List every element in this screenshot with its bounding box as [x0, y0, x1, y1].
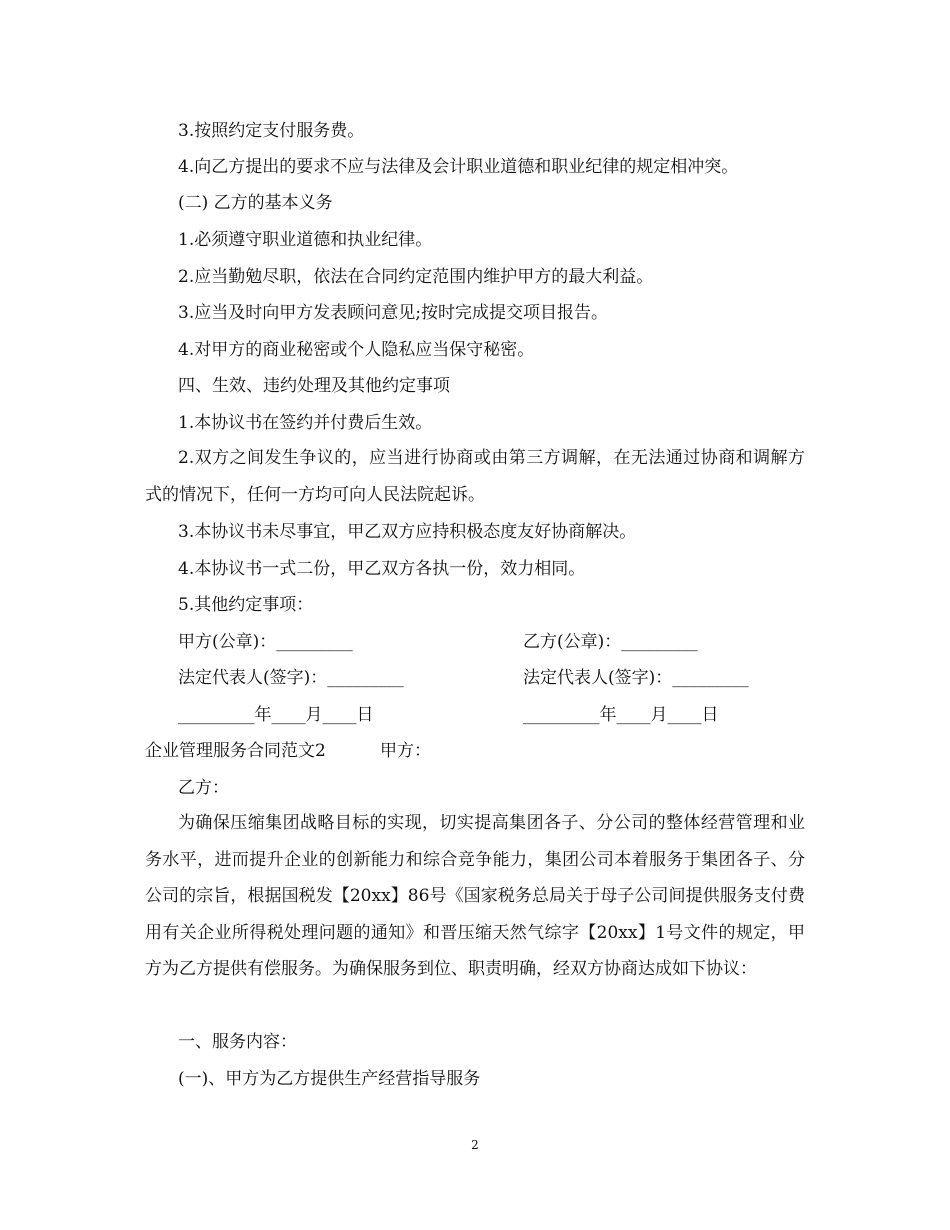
service-subheading: (一)、甲方为乙方提供生产经营指导服务: [178, 1069, 481, 1089]
party-a-representative: 法定代表人(签字)：_________: [178, 668, 404, 688]
party-a-seal: 甲方(公章)：_________: [178, 632, 353, 652]
text-line: 4.本协议书一式二份，甲乙双方各执一份，效力相同。: [178, 559, 586, 579]
section-heading: 四、生效、违约处理及其他约定事项: [178, 376, 450, 396]
text-line: 3.应当及时向甲方发表顾问意见;按时完成提交项目报告。: [178, 303, 608, 323]
party-b-date: _________年____月____日: [523, 705, 719, 725]
intro-paragraph: 为确保压缩集团战略目标的实现，切实提高集团各子、分公司的整体经营管理和业务水平，进而提升企业的创新能力和综合竞争能力，集团公司本着服务于集团各子、分公司的宗旨，根据国税发【20xx】86号《国家税务总局关于母子公司间提供服务支付费用有关企业所得税处理问题的通知》和晋压缩天然气综字【20xx】1号文件的规定，甲方为乙方提供有偿服务。为确保服务到位、职责明确，经双方协商达成如下协议：: [145, 813, 805, 979]
section-heading: (二) 乙方的基本义务: [178, 193, 333, 213]
text-line: 5.其他约定事项：: [178, 595, 314, 615]
party-a-label: 甲方：: [380, 741, 431, 761]
text-line: 4.对甲方的商业秘密或个人隐私应当保守秘密。: [178, 340, 535, 360]
text-line: 1.本协议书在签约并付费后生效。: [178, 413, 433, 433]
page-number: 2: [471, 1138, 479, 1152]
party-b-label: 乙方：: [178, 778, 229, 798]
party-b-representative: 法定代表人(签字)：_________: [523, 668, 749, 688]
party-a-date: _________年____月____日: [178, 705, 374, 725]
text-line: 1.必须遵守职业道德和执业纪律。: [178, 230, 433, 250]
dispute-paragraph: 2.双方之间发生争议的，应当进行协商或由第三方调解，在无法通过协商和调解方式的情况下，任何一方均可向人民法院起诉。: [145, 448, 805, 505]
section-title: 企业管理服务合同范文2: [145, 741, 326, 761]
text-line: 3.按照约定支付服务费。: [178, 121, 365, 141]
text-line: 4.向乙方提出的要求不应与法律及会计职业道德和职业纪律的规定相冲突。: [178, 157, 739, 177]
party-b-seal: 乙方(公章)：_________: [523, 632, 698, 652]
service-heading: 一、服务内容：: [178, 1032, 297, 1052]
text-line: 3.本协议书未尽事宜，甲乙双方应持积极态度友好协商解决。: [178, 522, 637, 542]
text-line: 2.应当勤勉尽职，依法在合同约定范围内维护甲方的最大利益。: [178, 267, 654, 287]
